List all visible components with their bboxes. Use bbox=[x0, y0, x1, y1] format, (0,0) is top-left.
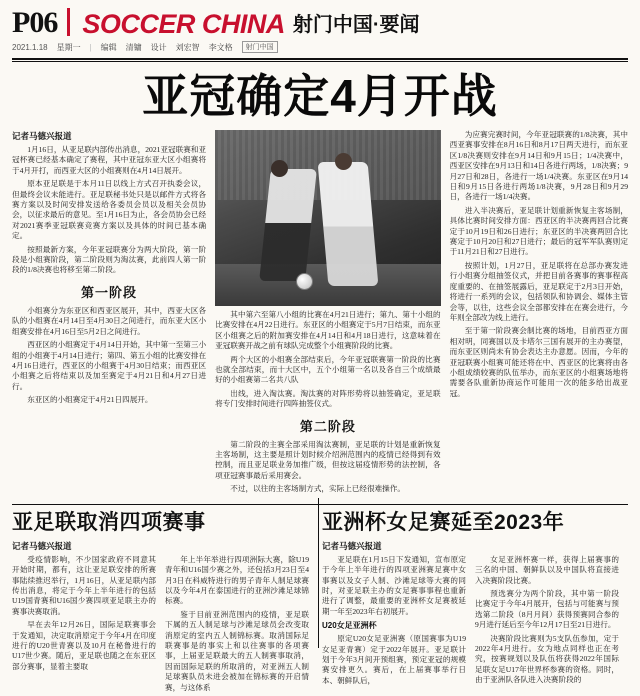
story-subcolumn-right bbox=[165, 555, 309, 696]
story-subheading: U20女足亚洲杯 bbox=[322, 621, 377, 631]
paragraph: 原定U20女足亚洲赛（原国赛事为U19女足亚青赛）定于2022年展开。亚足联计划于今年3月间开预组赛，预定亚冠的规模赛安排更久。赛后，在上届赛事举行日本、朝鲜队后， bbox=[322, 634, 466, 685]
masthead-rule-thick bbox=[12, 58, 628, 60]
reviewer-name: 李文格 bbox=[208, 42, 233, 52]
story-title: 亚洲杯女足赛延至2023年 bbox=[322, 510, 565, 534]
main-column-right bbox=[450, 130, 628, 498]
page-number: P06 bbox=[12, 6, 58, 39]
subheading-phase-one: 第一阶段 bbox=[81, 284, 138, 300]
story-kicker: 记者马德兴报道 bbox=[12, 540, 72, 551]
paragraph: 年上半年举进行四项洲际大赛，除U19青年和U16国少赛之外，还包括3月23日至4月3日在科威特进行的男子青年人制足球赛以及今年4月在泰国进行的亚洲沙滩足球锦标赛。 bbox=[165, 554, 309, 606]
paragraph: 出线，进入淘汰赛。淘汰赛的对阵形势将以抽签确定，亚足联将专门安排时间进行四阵抽签仪式。 bbox=[215, 388, 441, 409]
paragraph: 东亚区的小组赛定于4月21日四展开。 bbox=[27, 395, 153, 405]
section-badge: 射门中国 bbox=[242, 41, 278, 53]
story-title: 亚足联取消四项赛事 bbox=[12, 510, 206, 534]
photo-player-right-head bbox=[335, 153, 352, 170]
paragraph: 进入半决赛后，亚足联计划重新恢复主客场制，具体比赛时间安排方面：西亚区的半决赛两回合比赛定于10月19日和26日进行；东亚区的半决赛两回合比赛定于10月20日和27日进行；最后的冠军军队赛则定于11月21日和27日进行。 bbox=[449, 205, 628, 257]
section-title-en: SOCCER CHINA bbox=[82, 9, 285, 39]
left-kicker: 记者马德兴报道 bbox=[12, 131, 72, 141]
publish-date: 2021.1.18 bbox=[12, 42, 48, 52]
designer-name: 刘宏智 bbox=[175, 42, 200, 52]
paragraph: 预选赛分为两个阶段，其中第一阶段比赛定于今年4月展开，包括与可能赛与预选第二阶段（8月月间）获得预赛同合参的9月进行延后至今年12月17日至21日进行。 bbox=[475, 588, 619, 630]
paragraph: 女足亚洲杯赛一样，获得上届赛事的三名的中国、朝鲜队以及中国队将直接进入决赛阶段比赛。 bbox=[475, 554, 619, 585]
paragraph: 不过，以往的主客场制方式，实际上已经很难操作。 bbox=[230, 484, 405, 494]
story-womens-asian-cup bbox=[322, 509, 620, 696]
main-column-left bbox=[12, 130, 206, 498]
paragraph: 按照计划，1月27日，亚足联将在总部办赛发进行小组赛分组抽签仪式，并把目前各赛事的赛事程高度重要的、在抽签展露后，亚足联定于2月3日开始，将进行一系列的会议，包括领队和协调会、媒体主管会等，以往，这些会议全部都安排在在赛会进行，今年则全部改为线上进行。 bbox=[449, 260, 628, 322]
lower-stories bbox=[0, 505, 640, 696]
paragraph: 第二阶段的主赛全部采用淘汰赛制，亚足联的计划是重新恢复主客场制，这主要是照计划时候介绍洲范围内的疫情已经得到有效控制，而且亚足联业务加推广级，但按这届疫情形势的法控制，各项亚冠赛事最后采用赛会。 bbox=[215, 439, 441, 480]
main-column-middle bbox=[215, 130, 440, 498]
designer-label: 设计 bbox=[150, 42, 167, 52]
story-kicker: 记者马德兴报道 bbox=[322, 540, 382, 551]
paragraph: 决赛阶段比赛则为5支队伍参加，定于2022年4月进行。女为地点同样也正在考究，按赛规划以及队伍将获得2022年国际足联女足U17年世界杯参赛的资格。同时，由于亚洲队各队进入决赛阶段的 bbox=[475, 633, 619, 685]
paragraph: 早在去年12月26日，国际足联赛事会于发通知，决定取消原定于今年4月在印度进行的U20世青赛以及10月在秘鲁进行的U17世少赛。随后，亚足联也随之在东亚区部分赛事，显着主要取 bbox=[12, 620, 156, 671]
page-headline: 亚冠确定4月开战 bbox=[142, 70, 498, 122]
paragraph: 鉴于目前亚洲范围内的疫情，亚足联下属的五人制足球与沙滩足球员会改变取消原定的室内五人制锦标赛。取消国际足联赛事是的事实上和以往赛事的各项赛事，上届亚足联最大的五人制赛事取消，因而国际足联的所取消的，对亚洲五人制足球赛队员未进会被加在锦标赛的开启情赛，与这体系 bbox=[165, 609, 309, 692]
masthead bbox=[0, 0, 640, 40]
paragraph: 原本亚足联是于本月11日以线上方式召开执委会议，但最终会议未能进行。亚足联秘书处只是以邮件方式将各赛方案以及时间安排发送给各委员会员以及相关会员协会，以征求最后的意见。至1月16日为止，各会员协会已经对2021赛季亚冠联赛竞赛方案以及具体的时间已基本确定。 bbox=[12, 179, 207, 241]
paragraph: 为应赛完赛时间，今年亚冠联赛的1/8决赛，其中西亚赛事安排在8月16日和8月17日两天进行，而东亚区1/8决赛则安排在9月14日和9月15日；1/4决赛中，西亚区安排在9月13日和14日各进行两场，1/8决赛；9月27日和28日，各进行一场1/4决赛。东亚区在9月14日和9月15日各进行两场1/8决赛，9月28日和9月29日，各进行一场1/4决赛。 bbox=[449, 130, 628, 202]
paragraph: 至于第一阶段赛会制比赛的场地，目前西亚方面相对明，同赛国以及卡塔尔三国有展开的主办赛望，而东亚区则尚未有协会表达主办意愿。因而，今年的亚冠联赛小组赛可能还将在中、西亚区的比赛将由各小组成绩较赛的队伍举办，而东亚区的小组赛场地将需要各队重新协商运作可能用一次的能多给出战亚冠。 bbox=[449, 326, 628, 398]
main-story-columns bbox=[0, 128, 640, 498]
paragraph: 其中第六至第八小组的比赛在4月21日进行；第九、第十小组的比赛安排在4月22日进行。东亚区的小组赛定于5月7日结束，而东亚区小组赛之后的附加赛安排在4月14日和4月18日进行，这意味着在亚冠联赛开战之前有球队完成整个小组赛阶段的比赛。 bbox=[215, 310, 441, 351]
paragraph: 1月16日，从亚足联内部传出消息，2021亚冠联赛和亚冠杯赛已经基本确定了赛程，其中亚冠东亚大区小组赛将于4月开打，而西亚大区的小组赛则在4月14日展开。 bbox=[12, 145, 207, 175]
masthead-red-divider bbox=[67, 8, 70, 36]
masthead-byline bbox=[0, 40, 640, 56]
story-subcolumn-right bbox=[475, 555, 619, 689]
subheading-phase-two: 第二阶段 bbox=[299, 418, 356, 434]
editor-label: 编辑 bbox=[100, 42, 117, 52]
paragraph: 小组赛分为东亚区和西亚区展开，其中，西亚大区各队的小组赛在4月14日至4月30日之间进行，而东亚大区小组赛安排在4月16日至5月2日之间进行。 bbox=[12, 305, 207, 336]
story-subcolumn-left bbox=[322, 555, 466, 689]
paragraph: 亚足联在1月15日下发通知，宣布原定于今年上半年进行的四项亚洲赛足赛中女事赛以及女子人制、沙滩足球等大赛的同时，对亚足联主办的女足赛事事程也重新进行了调整，最重要的亚洲杯女足赛被延期一年至2023年右初展开。 bbox=[322, 554, 466, 616]
editor-name: 清镛 bbox=[125, 42, 142, 52]
story-subcolumn-left bbox=[12, 555, 156, 696]
weekday: 星期一 bbox=[56, 42, 81, 52]
paragraph: 受疫情影响，不少国家政府不同意其开始时期，都有，这让亚足联安排的所赛事陆续推迟举行，1月16日，从亚足联内部传出消息，将定于今年上半年进行的包括U19国青赛和U16国少赛四项亚足联主办的赛事决赛取消。 bbox=[12, 554, 156, 616]
paragraph: 两个大区的小组赛全部结束后，今年亚冠联赛第一阶段的比赛也就全部结束，而十大区中，五个小组第一名以及各自三个成绩最好的小组赛第二名共八队 bbox=[215, 354, 441, 385]
section-title-cn: 射门中国·要闻 bbox=[292, 14, 420, 36]
lower-vertical-divider bbox=[318, 498, 319, 648]
match-photo bbox=[215, 130, 440, 306]
paragraph: 西亚区的小组赛定于4月14日开始，其中第一至第三小组的小组赛于4月14日进行；第四、第五小组的比赛安排在4月16日进行，西亚区的小组赛于4月30日结束；而西亚区小组赛之后将结束以及加至赛定于4月21日和4月27日进行。 bbox=[12, 340, 207, 391]
paragraph: 按照最新方案，今年亚冠联赛分为两大阶段，第一阶段是小组赛阶段，第二阶段则为淘汰赛，此前四人第一阶段的1/8决赛也将移至第二阶段。 bbox=[12, 244, 207, 275]
story-afc-cancels-events bbox=[12, 509, 310, 696]
byline-divider: | bbox=[89, 42, 92, 52]
